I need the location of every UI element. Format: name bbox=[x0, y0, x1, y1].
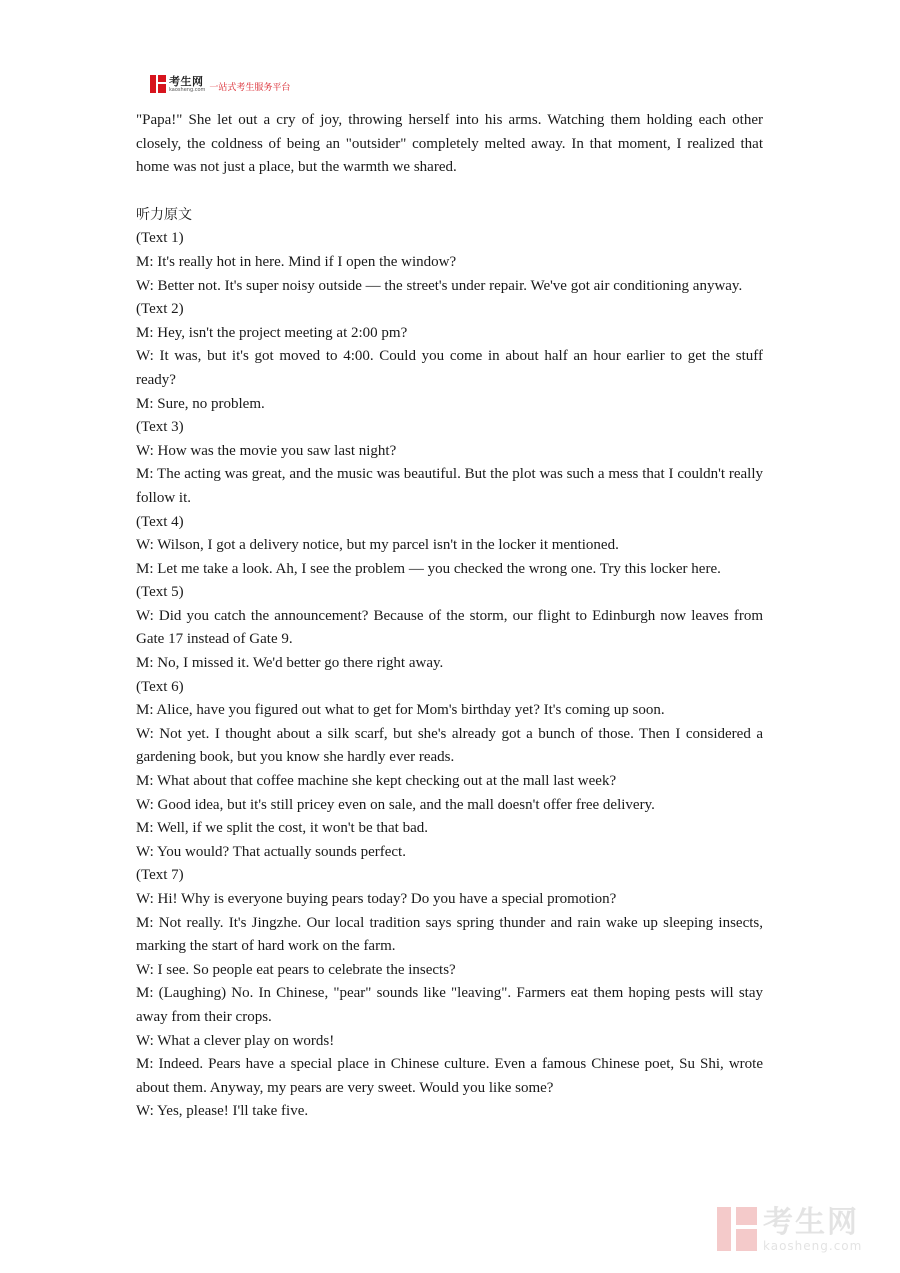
transcript-line: M: Let me take a look. Ah, I see the problem — you checked the wrong one. Try this locker here. bbox=[136, 560, 721, 577]
transcript-line: M: It's really hot in here. Mind if I open the window? bbox=[136, 253, 457, 270]
watermark-text bbox=[763, 1207, 862, 1253]
transcript-heading: (Text 6) bbox=[136, 678, 184, 695]
transcript-heading: (Text 1) bbox=[136, 230, 184, 247]
logo-name: 考生网 bbox=[169, 74, 204, 88]
watermark-logo-icon bbox=[717, 1207, 757, 1251]
transcript bbox=[136, 227, 763, 1124]
transcript-line: W: It was, but it's got moved to 4:00. Could you come in about half an hour earlier to get the stuff ready? bbox=[136, 348, 763, 388]
transcript-line: W: Hi! Why is everyone buying pears today? Do you have a special promotion? bbox=[136, 891, 617, 907]
logo-domain: kaosheng.com bbox=[169, 86, 206, 93]
transcript-heading: (Text 2) bbox=[136, 301, 184, 318]
transcript-heading: (Text 7) bbox=[136, 867, 184, 884]
logo-slogan: 一站式考生服务平台 bbox=[209, 82, 291, 93]
transcript-line: W: Better not. It's super noisy outside — the street's under repair. We've got air conditioning anyway. bbox=[136, 277, 743, 294]
site-logo[interactable] bbox=[150, 73, 290, 95]
transcript-line: M: No, I missed it. We'd better go there right away. bbox=[136, 655, 444, 672]
transcript-line: M: Well, if we split the cost, it won't be that bad. bbox=[136, 820, 429, 837]
transcript-line: W: Not yet. I thought about a silk scarf, but she's already got a bunch of those. Then I considered a gardening book, but you know she hardly ever reads. bbox=[136, 725, 763, 766]
transcript-line: W: You would? That actually sounds perfect. bbox=[136, 843, 406, 860]
logo-mark-icon bbox=[150, 75, 166, 93]
transcript-line: W: Did you catch the announcement? Because of the storm, our flight to Edinburgh now leaves from Gate 17 instead of Gate 9. bbox=[136, 607, 763, 648]
document-body bbox=[136, 109, 763, 1124]
transcript-line: M: Not really. It's Jingzhe. Our local tradition says spring thunder and rain wake up sleeping insects, marking the start of hard work on the farm. bbox=[136, 914, 763, 955]
transcript-line: M: Alice, have you figured out what to get for Mom's birthday yet? It's coming up soon. bbox=[136, 702, 665, 719]
transcript-line: M: The acting was great, and the music was beautiful. But the plot was such a mess that I couldn't really follow it. bbox=[136, 466, 763, 506]
watermark-name: 考生网 bbox=[763, 1205, 859, 1240]
watermark bbox=[717, 1207, 862, 1253]
transcript-line: W: Yes, please! I'll take five. bbox=[136, 1103, 309, 1120]
watermark-domain: kaosheng.com bbox=[763, 1239, 863, 1253]
transcript-line: W: Wilson, I got a delivery notice, but my parcel isn't in the locker it mentioned. bbox=[136, 537, 619, 554]
transcript-heading: (Text 3) bbox=[136, 419, 184, 436]
transcript-line: M: Hey, isn't the project meeting at 2:00 pm? bbox=[136, 324, 408, 341]
transcript-line: W: Good idea, but it's still pricey even on sale, and the mall doesn't offer free delivery. bbox=[136, 796, 655, 813]
transcript-heading: (Text 4) bbox=[136, 513, 184, 530]
intro-paragraph: "Papa!" She let out a cry of joy, throwing herself into his arms. Watching them holding each other closely, the coldness of being an "outsider" completely melted away. In that moment, I realized that home was not just a place, but the warmth we shared. bbox=[136, 112, 763, 176]
section-title: 听力原文 bbox=[136, 206, 192, 223]
transcript-line: M: What about that coffee machine she kept checking out at the mall last week? bbox=[136, 773, 617, 790]
transcript-line: M: Indeed. Pears have a special place in Chinese culture. Even a famous Chinese poet, Su Shi, wrote about them. Anyway, my pears are very sweet. Would you like some? bbox=[136, 1056, 763, 1096]
transcript-line: M: Sure, no problem. bbox=[136, 395, 265, 412]
transcript-line: M: (Laughing) No. In Chinese, "pear" sounds like "leaving". Farmers eat them hoping pests will stay away from their crops. bbox=[136, 985, 763, 1025]
transcript-line: W: How was the movie you saw last night? bbox=[136, 442, 397, 459]
logo-text bbox=[169, 76, 205, 93]
transcript-line: W: What a clever play on words! bbox=[136, 1032, 335, 1049]
transcript-line: W: I see. So people eat pears to celebrate the insects? bbox=[136, 961, 456, 978]
transcript-heading: (Text 5) bbox=[136, 584, 184, 601]
